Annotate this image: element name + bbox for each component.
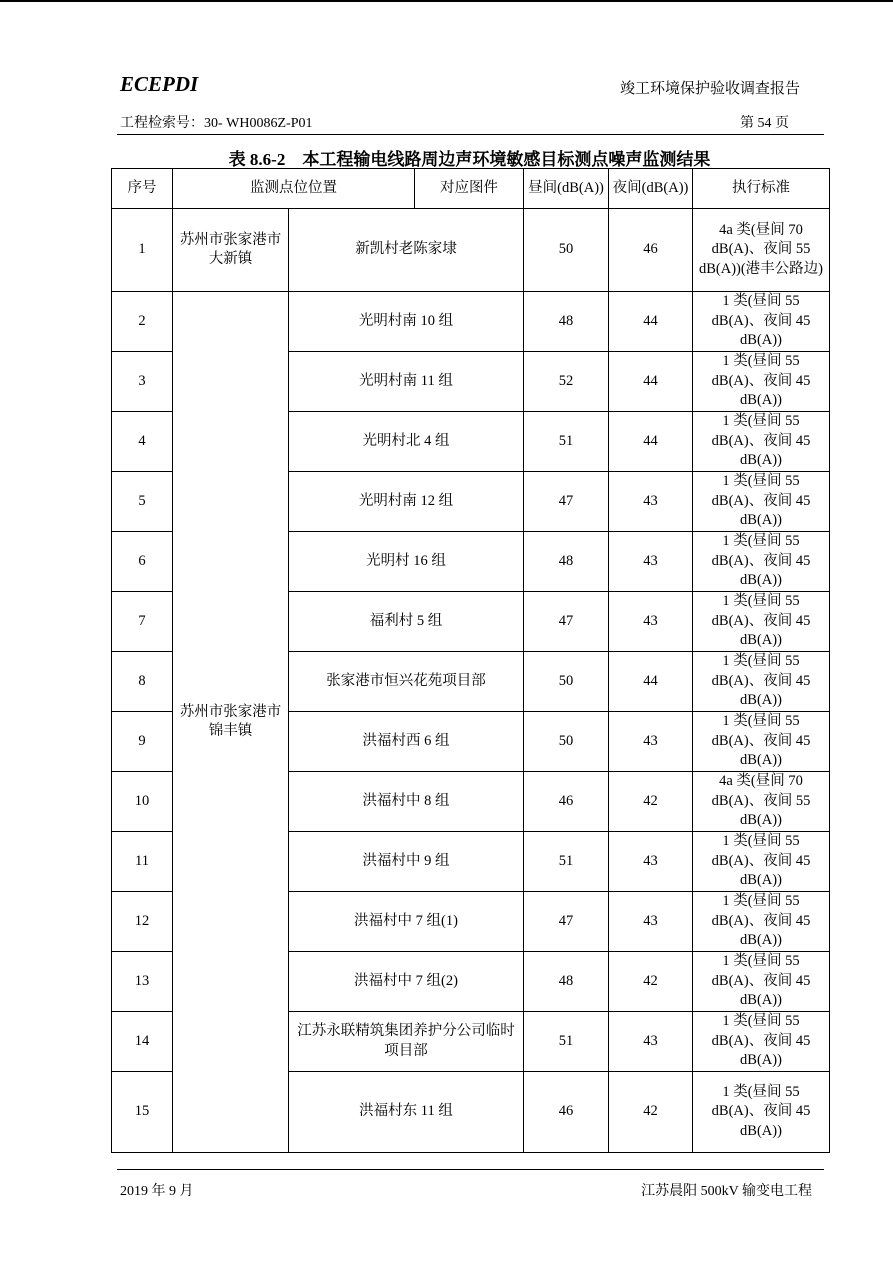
- cell-night: 42: [609, 952, 693, 1012]
- table-title: 表 8.6-2 本工程输电线路周边声环境敏感目标测点噪声监测结果: [228, 150, 711, 169]
- cell-night: 43: [609, 1012, 693, 1072]
- cell-seq: 15: [112, 1072, 173, 1153]
- cell-day: 48: [524, 952, 609, 1012]
- cell-night: 43: [609, 472, 693, 532]
- table-header-row: [112, 169, 830, 209]
- cell-day: 47: [524, 892, 609, 952]
- cell-night: 43: [609, 892, 693, 952]
- project-code: 工程检索号：30- WH0086Z-P01: [120, 116, 313, 131]
- footer-project-name: 江苏晨阳 500kV 输变电工程: [641, 1184, 812, 1199]
- cell-location: 光明村 16 组: [289, 532, 524, 592]
- cell-night: 43: [609, 532, 693, 592]
- cell-location: 新凯村老陈家埭: [289, 209, 524, 292]
- cell-night: 44: [609, 292, 693, 352]
- noise-monitoring-table: [111, 168, 830, 1153]
- cell-night: 44: [609, 412, 693, 472]
- cell-day: 47: [524, 472, 609, 532]
- cell-standard: 1 类(昼间 55 dB(A)、夜间 45 dB(A)): [693, 1072, 830, 1153]
- cell-night: 42: [609, 1072, 693, 1153]
- cell-day: 46: [524, 772, 609, 832]
- header-seq: 序号: [112, 169, 173, 209]
- table-row: [112, 292, 830, 352]
- footer-divider: [117, 1169, 824, 1170]
- page-top-border: [0, 0, 893, 2]
- cell-seq: 10: [112, 772, 173, 832]
- cell-seq: 1: [112, 209, 173, 292]
- cell-seq: 12: [112, 892, 173, 952]
- cell-standard: 1 类(昼间 55 dB(A)、夜间 45 dB(A)): [693, 712, 830, 772]
- header-figure: 对应图件: [415, 169, 524, 209]
- cell-standard: 1 类(昼间 55 dB(A)、夜间 45 dB(A)): [693, 352, 830, 412]
- table-row: [112, 209, 830, 292]
- cell-standard: 4a 类(昼间 70 dB(A)、夜间 55 dB(A))(港丰公路边): [693, 209, 830, 292]
- cell-standard: 1 类(昼间 55 dB(A)、夜间 45 dB(A)): [693, 652, 830, 712]
- cell-location: 张家港市恒兴花苑项目部: [289, 652, 524, 712]
- page-number: 第 54 页: [740, 116, 789, 131]
- cell-seq: 4: [112, 412, 173, 472]
- cell-seq: 2: [112, 292, 173, 352]
- cell-location: 光明村南 10 组: [289, 292, 524, 352]
- cell-night: 43: [609, 832, 693, 892]
- cell-seq: 8: [112, 652, 173, 712]
- cell-day: 50: [524, 209, 609, 292]
- cell-location: 洪福村东 11 组: [289, 1072, 524, 1153]
- cell-day: 51: [524, 412, 609, 472]
- cell-night: 46: [609, 209, 693, 292]
- header-day: 昼间(dB(A)): [524, 169, 609, 209]
- cell-location: 光明村南 11 组: [289, 352, 524, 412]
- report-title: 竣工环境保护验收调查报告: [619, 81, 800, 97]
- cell-town: 苏州市张家港市大新镇: [173, 209, 289, 292]
- cell-location: 洪福村中 7 组(2): [289, 952, 524, 1012]
- cell-day: 52: [524, 352, 609, 412]
- cell-seq: 11: [112, 832, 173, 892]
- cell-standard: 1 类(昼间 55 dB(A)、夜间 45 dB(A)): [693, 292, 830, 352]
- cell-standard: 1 类(昼间 55 dB(A)、夜间 45 dB(A)): [693, 472, 830, 532]
- cell-seq: 5: [112, 472, 173, 532]
- cell-day: 51: [524, 832, 609, 892]
- cell-day: 46: [524, 1072, 609, 1153]
- cell-day: 48: [524, 532, 609, 592]
- cell-night: 43: [609, 592, 693, 652]
- cell-location: 光明村南 12 组: [289, 472, 524, 532]
- cell-location: 福利村 5 组: [289, 592, 524, 652]
- header-night: 夜间(dB(A)): [609, 169, 693, 209]
- header-standard: 执行标准: [693, 169, 830, 209]
- cell-location: 洪福村中 9 组: [289, 832, 524, 892]
- header-divider: [117, 134, 824, 135]
- company-logo: ECEPDI: [120, 72, 199, 96]
- cell-seq: 13: [112, 952, 173, 1012]
- cell-night: 42: [609, 772, 693, 832]
- cell-night: 44: [609, 352, 693, 412]
- cell-seq: 6: [112, 532, 173, 592]
- cell-standard: 1 类(昼间 55 dB(A)、夜间 45 dB(A)): [693, 832, 830, 892]
- cell-night: 44: [609, 652, 693, 712]
- cell-day: 50: [524, 652, 609, 712]
- cell-day: 48: [524, 292, 609, 352]
- cell-seq: 14: [112, 1012, 173, 1072]
- cell-location: 洪福村西 6 组: [289, 712, 524, 772]
- header-location: 监测点位位置: [173, 169, 415, 209]
- cell-standard: 4a 类(昼间 70 dB(A)、夜间 55 dB(A)): [693, 772, 830, 832]
- cell-standard: 1 类(昼间 55 dB(A)、夜间 45 dB(A)): [693, 892, 830, 952]
- cell-standard: 1 类(昼间 55 dB(A)、夜间 45 dB(A)): [693, 592, 830, 652]
- cell-seq: 7: [112, 592, 173, 652]
- cell-standard: 1 类(昼间 55 dB(A)、夜间 45 dB(A)): [693, 1012, 830, 1072]
- cell-standard: 1 类(昼间 55 dB(A)、夜间 45 dB(A)): [693, 952, 830, 1012]
- cell-day: 50: [524, 712, 609, 772]
- cell-standard: 1 类(昼间 55 dB(A)、夜间 45 dB(A)): [693, 412, 830, 472]
- cell-location: 光明村北 4 组: [289, 412, 524, 472]
- cell-location: 江苏永联精筑集团养护分公司临时项目部: [289, 1012, 524, 1072]
- cell-day: 47: [524, 592, 609, 652]
- cell-town: 苏州市张家港市锦丰镇: [173, 292, 289, 1153]
- cell-night: 43: [609, 712, 693, 772]
- cell-location: 洪福村中 7 组(1): [289, 892, 524, 952]
- cell-location: 洪福村中 8 组: [289, 772, 524, 832]
- cell-standard: 1 类(昼间 55 dB(A)、夜间 45 dB(A)): [693, 532, 830, 592]
- cell-seq: 3: [112, 352, 173, 412]
- footer-date: 2019 年 9 月: [120, 1184, 194, 1199]
- cell-seq: 9: [112, 712, 173, 772]
- cell-day: 51: [524, 1012, 609, 1072]
